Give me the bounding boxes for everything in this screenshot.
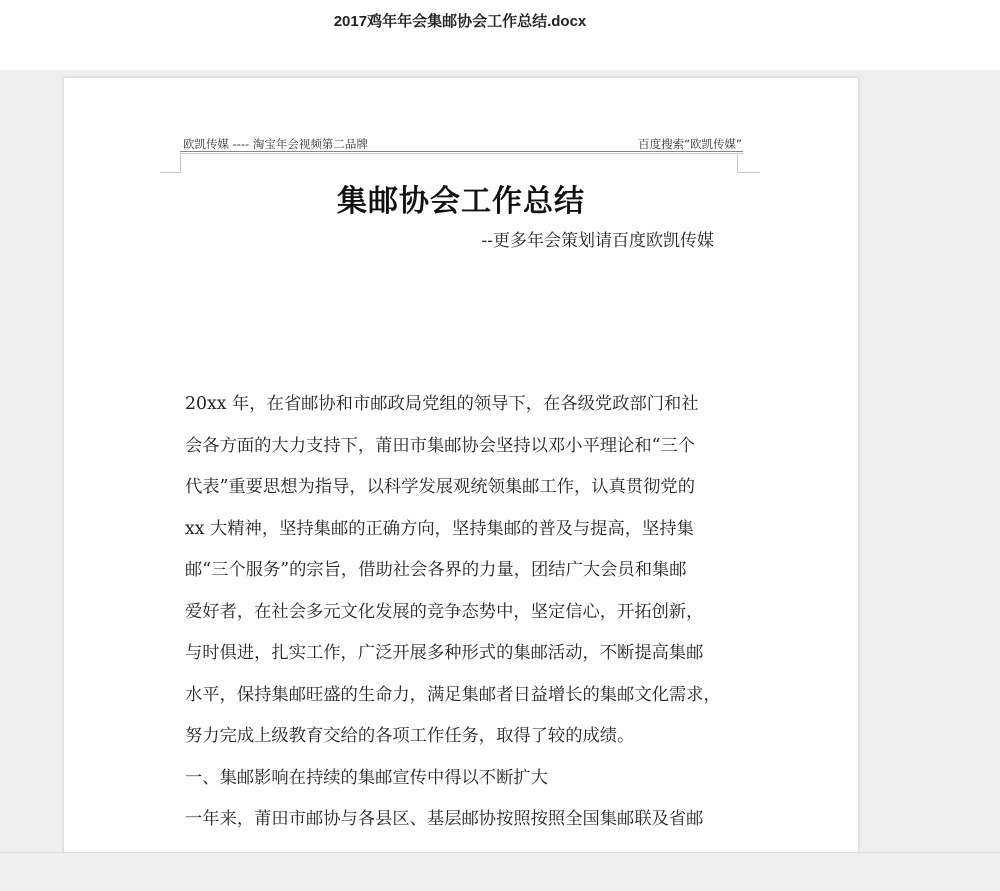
body-line: xx 大精神，坚持集邮的正确方向，坚持集邮的普及与提高，坚持集 bbox=[185, 518, 694, 539]
page-header-left: 欧凯传媒 ---- 淘宝年会视频第二品牌 bbox=[183, 137, 368, 151]
document-page bbox=[64, 78, 858, 890]
section-heading: 一、集邮影响在持续的集邮宣传中得以不断扩大 bbox=[185, 767, 548, 788]
document-filename: 2017鸡年年会集邮协会工作总结.docx bbox=[333, 13, 587, 30]
header-divider bbox=[180, 151, 743, 152]
crop-mark-right bbox=[737, 154, 760, 173]
header-divider-thin bbox=[180, 153, 743, 154]
page-header-right: 百度搜索“欧凯传媒” bbox=[638, 137, 742, 151]
document-body bbox=[185, 384, 745, 841]
body-line: 一年来，莆田市邮协与各县区、基层邮协按照按照全国集邮联及省邮 bbox=[185, 809, 704, 829]
title-bar bbox=[0, 0, 1000, 70]
body-line: 爱好者，在社会多元文化发展的竞争态势中，坚定信心，开拓创新， bbox=[185, 601, 704, 622]
body-line: 与时俱进，扎实工作，广泛开展多种形式的集邮活动，不断提高集邮 bbox=[185, 643, 704, 663]
body-line: 20xx 年，在省邮协和市邮政局党组的领导下，在各级党政部门和社 bbox=[185, 394, 699, 414]
document-title: 集邮协会工作总结 bbox=[337, 184, 585, 219]
crop-mark-left bbox=[160, 154, 181, 173]
body-line: 会各方面的大力支持下，莆田市集邮协会坚持以邓小平理论和“三个 bbox=[185, 435, 695, 456]
document-subtitle: --更多年会策划请百度欧凯传媒 bbox=[481, 231, 714, 251]
body-line: 水平，保持集邮旺盛的生命力，满足集邮者日益增长的集邮文化需求， bbox=[185, 684, 721, 705]
body-line: 努力完成上级教育交给的各项工作任务，取得了较的成绩。 bbox=[185, 726, 635, 746]
body-line: 邮“三个服务”的宗旨，借助社会各界的力量，团结广大会员和集邮 bbox=[185, 560, 687, 580]
body-line: 代表”重要思想为指导，以科学发展观统领集邮工作，认真贯彻党的 bbox=[185, 477, 695, 497]
bottom-bar bbox=[0, 852, 1000, 891]
